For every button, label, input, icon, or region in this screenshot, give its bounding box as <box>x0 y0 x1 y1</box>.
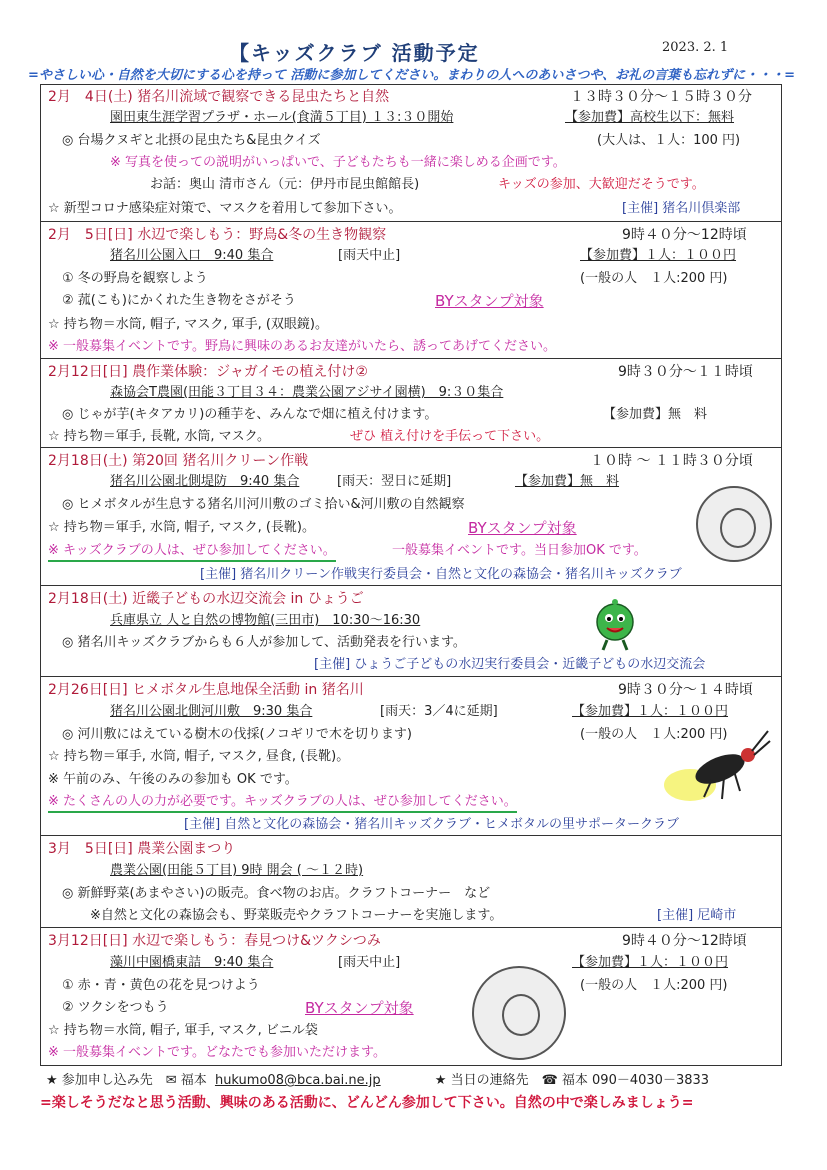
firefly-icon <box>656 725 771 807</box>
event-rain: [雨天：翌日に延期] <box>337 474 452 489</box>
event-organizer: [主催] 自然と文化の森協会・猪名川キッズクラブ・ヒメボタルの里サポータークラブ <box>184 817 680 832</box>
event-heading: 3月 5日[日] 農業公園まつり <box>48 841 236 857</box>
event-time: １０時 ～ １１時３０分頃 <box>590 453 753 469</box>
event-fee: 【参加費】無 料 <box>515 474 620 489</box>
event-note: ※ 午前のみ、午後のみの参加も OK です。 <box>48 772 298 787</box>
event-time: 9時３０分～１４時頃 <box>618 682 753 698</box>
event-time: 9時３０分～１１時頃 <box>618 364 753 380</box>
stamp-target-badge: BYスタンプ対象 <box>305 999 414 1017</box>
event-mar-12 <box>40 928 782 1066</box>
stamp-target-badge: BYスタンプ対象 <box>435 292 544 310</box>
event-detail: ② 菰(こも)にかくれた生き物をさがそう <box>62 293 296 308</box>
event-place: 農業公園(田能５丁目) 9時 開会 ( ～１２時) <box>110 863 364 878</box>
event-heading: 2月 4日(土) 猪名川流域で観察できる昆虫たちと自然 <box>48 89 390 105</box>
event-time: 9時４０分～12時頃 <box>622 227 747 243</box>
event-time: 9時４０分～12時頃 <box>622 933 747 949</box>
event-callout: キッズの参加、大歓迎だそうです。 <box>498 177 705 192</box>
event-items: ☆ 持ち物＝軍手, 長靴, 水筒, マスク。 <box>48 429 271 444</box>
event-heading: 2月12日[日] 農作業体験：ジャガイモの植え付け② <box>48 364 368 380</box>
stamp-target-badge: BYスタンプ対象 <box>468 519 577 537</box>
event-detail: ◎ 猪名川キッズクラブからも６人が参加して、活動発表を行います。 <box>62 635 466 650</box>
event-organizer: [主催] 猪名川倶楽部 <box>622 201 741 216</box>
event-heading: 2月26日[日] ヒメボタル生息地保全活動 in 猪名川 <box>48 682 364 698</box>
event-callout: ※ たくさんの人の力が必要です。キッズクラブの人は、ぜひ参加してください。 <box>48 793 517 813</box>
contact-email-link[interactable]: hukumo08@bca.bai.ne.jp <box>214 1073 381 1088</box>
event-feb-5 <box>40 222 782 359</box>
event-items: ☆ 持ち物＝水筒, 帽子, マスク, 軍手, (双眼鏡)。 <box>48 317 328 332</box>
event-note: ※ 写真を使っての説明がいっぱいで、子どもたちも一緒に楽しめる企画です。 <box>110 155 566 170</box>
event-note: ※ 一般募集イベントです。野鳥に興味のあるお友達がいたら、誘ってあげてください。 <box>48 339 556 354</box>
event-rain: [雨天中止] <box>338 955 401 970</box>
mascot-icon <box>585 598 645 653</box>
event-organizer: [主催] ひょうご子どもの水辺実行委員会・近畿子どもの水辺交流会 <box>314 657 706 672</box>
event-detail: ◎ じゃが芋(キタアカリ)の種芋を、みんなで畑に植え付けます。 <box>62 407 438 422</box>
event-heading: 3月12日[日] 水辺で楽しもう：春見つけ&ツクシつみ <box>48 933 381 949</box>
event-feb-26 <box>40 677 782 836</box>
event-place: 森協会T農園(田能３丁目３４：農業公園アジサイ園横) 9:３０集合 <box>110 385 504 400</box>
event-heading: 2月18日(土) 第20回 猪名川クリーン作戦 <box>48 453 309 469</box>
event-detail: ② ツクシをつもう <box>62 1000 169 1015</box>
event-organizer: [主催] 猪名川クリーン作戦実行委員会・自然と文化の森協会・猪名川キッズクラブ <box>200 567 682 582</box>
event-items: ☆ 持ち物＝軍手, 水筒, 帽子, マスク, 昼食, (長靴)。 <box>48 749 350 764</box>
event-note: ※自然と文化の森協会も、野菜販売やクラフトコーナーを実施します。 <box>90 908 503 923</box>
issue-date: 2023. 2. 1 <box>662 40 729 55</box>
event-items: ☆ 持ち物＝水筒, 帽子, 軍手, マスク, ビニル袋 <box>48 1023 318 1038</box>
event-fee: 【参加費】１人：１００円 <box>572 955 729 970</box>
event-fee: 【参加費】１人：１００円 <box>580 248 737 263</box>
contact-phone: ★ 当日の連絡先 ☎ 福本 090－4030－3833 <box>434 1073 710 1088</box>
event-time: １３時３０分～１５時３０分 <box>570 89 752 105</box>
event-place: 猪名川公園入口 9:40 集合 <box>110 248 274 263</box>
event-heading: 2月18日(土) 近畿子どもの水辺交流会 in ひょうご <box>48 591 364 607</box>
event-detail: ◎ ヒメボタルが生息する猪名川河川敷のゴミ拾い&河川敷の自然観察 <box>62 497 465 512</box>
event-place: 藻川中園橋東詰 9:40 集合 <box>110 955 274 970</box>
event-feb-18-cleanup <box>40 448 782 586</box>
event-note: ☆ 新型コロナ感染症対策で、マスクを着用して参加下さい。 <box>48 201 402 216</box>
event-items: ☆ 持ち物＝軍手, 水筒, 帽子, マスク, (長靴)。 <box>48 520 315 535</box>
event-note: ※ 一般募集イベントです。どなたでも参加いただけます。 <box>48 1045 386 1060</box>
event-fee: 【参加費】無 料 <box>603 407 708 422</box>
event-organizer: [主催] 尼崎市 <box>657 908 737 923</box>
event-rain: [雨天中止] <box>338 248 401 263</box>
event-note: 一般募集イベントです。当日参加OK です。 <box>392 543 647 558</box>
event-detail: ① 冬の野鳥を観察しよう <box>62 271 208 286</box>
contact-label: ★ 参加申し込み先 ✉ 福本 <box>46 1073 207 1088</box>
by-stamp-logo <box>472 966 566 1060</box>
event-detail: ◎ 河川敷にはえている樹木の伐採(ノコギリで木を切ります) <box>62 727 412 742</box>
event-place: 園田東生涯学習プラザ・ホール(食満５丁目) １３:３０開始 <box>110 110 454 125</box>
closing-message: =楽しそうだなと思う活動、興味のある活動に、どんどん参加して下さい。自然の中で楽しみましょう= <box>40 1095 694 1111</box>
motto: =やさしい心・自然を大切にする心を持って 活動に参加してください。まわりの人へのあいさつや、お礼の言葉も忘れずに・・・= <box>28 68 796 83</box>
event-heading: 2月 5日[日] 水辺で楽しもう：野鳥&冬の生き物観察 <box>48 227 387 243</box>
by-stamp-logo <box>696 486 772 562</box>
event-feb-18-exchange <box>40 586 782 677</box>
event-fee: 【参加費】高校生以下：無料 <box>565 110 735 125</box>
event-callout: ぜひ 植え付けを手伝って下さい。 <box>350 429 550 444</box>
page-title: 【キッズクラブ 活動予定 <box>229 41 480 65</box>
event-place: 兵庫県立 人と自然の博物館(三田市) 10:30～16:30 <box>110 613 421 628</box>
event-fee-general: (一般の人 １人:200 円) <box>580 727 728 742</box>
event-place: 猪名川公園北側堤防 9:40 集合 <box>110 474 300 489</box>
event-detail: ① 赤・青・黄色の花を見つけよう <box>62 978 260 993</box>
event-mar-5 <box>40 836 782 928</box>
event-rain: [雨天：3／4に延期] <box>380 704 498 719</box>
footer-contact <box>46 1069 709 1088</box>
event-detail: ◎ 新鮮野菜(あまやさい)の販売。食べ物のお店。クラフトコーナー など <box>62 886 491 901</box>
event-callout: ※ キッズクラブの人は、ぜひ参加してください。 <box>48 542 336 562</box>
event-detail: ◎ 台場クヌギと北摂の昆虫たち&昆虫クイズ <box>62 133 321 148</box>
event-fee-general: (一般の人 １人:200 円) <box>580 978 728 993</box>
event-feb-12 <box>40 359 782 448</box>
event-feb-4 <box>40 84 782 222</box>
event-fee: 【参加費】１人：１００円 <box>572 704 729 719</box>
event-fee-adult: (大人は、１人：100 円) <box>597 133 741 148</box>
event-speaker: お話：奥山 清市さん（元：伊丹市昆虫館館長) <box>150 177 420 192</box>
event-fee-general: (一般の人 １人:200 円) <box>580 271 728 286</box>
event-place: 猪名川公園北側河川敷 9:30 集合 <box>110 704 313 719</box>
